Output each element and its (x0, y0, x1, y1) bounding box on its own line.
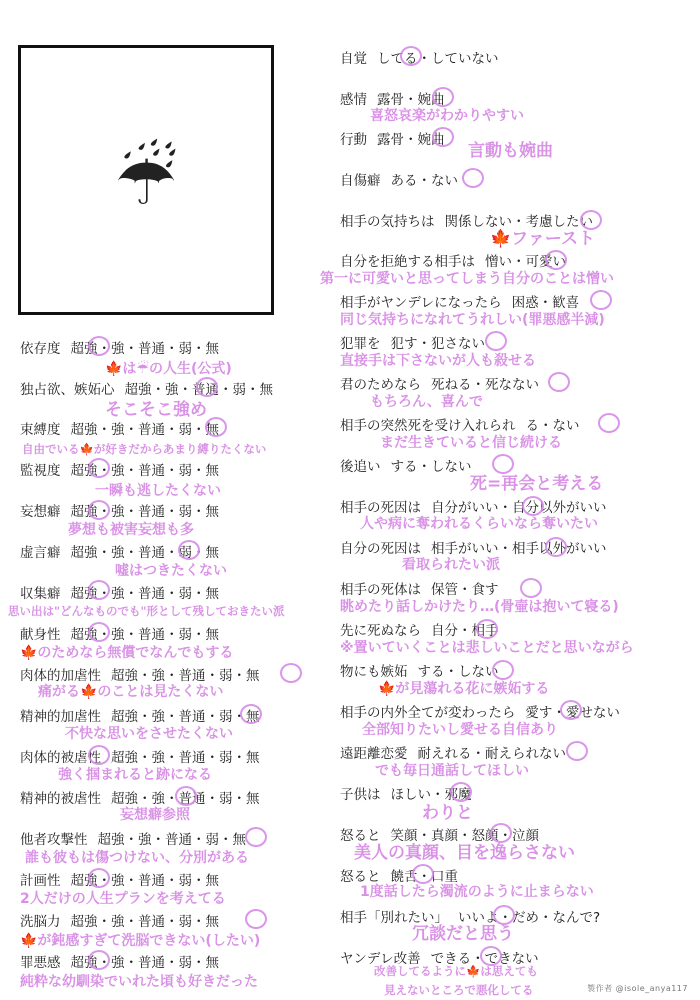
left-handwritten-note: 妄想癖参照 (120, 807, 190, 823)
right-row-options: いいよ・だめ・なんで? (458, 910, 601, 926)
right-row-label: 自覚 (340, 51, 367, 67)
left-handwritten-note: 夢想も被害妄想も多 (68, 522, 194, 538)
left-row-label: 妄想癖 (20, 504, 61, 520)
selection-circle-mark (485, 331, 507, 351)
left-row-options: 超強・強・普通・弱・無 (70, 586, 219, 602)
left-row (20, 913, 219, 931)
left-row-label: 精神的加虐性 (20, 709, 101, 725)
selection-circle-mark (88, 580, 110, 600)
right-row-label: 相手の突然死を受け入れられ (340, 418, 516, 434)
right-row (340, 131, 445, 149)
left-row (20, 462, 219, 480)
left-handwritten-note: 誰も彼もは傷つけない、分別がある (25, 850, 249, 866)
left-row (20, 381, 273, 399)
right-handwritten-note: 1度話したら濁流のように止まらない (360, 884, 594, 900)
right-row-options: 自分・相手 (431, 623, 499, 639)
right-handwritten-note: まだ生きていると信じ続ける (380, 435, 562, 451)
left-row-options: 超強・強・普通・弱・無 (70, 914, 219, 930)
left-row (20, 831, 246, 849)
left-handwritten-note: 思い出は"どんなものでも"形として残しておきたい派 (8, 604, 285, 618)
right-row-label: 相手の内外全てが変わったら (340, 705, 516, 721)
left-row-options: 超強・強・普通・弱・無 (97, 832, 246, 848)
left-handwritten-note: 痛がる🍁のことは見たくない (38, 684, 224, 700)
selection-circle-mark (88, 458, 110, 478)
left-row (20, 708, 260, 726)
right-handwritten-note: 美人の真顔、目を逸らさない (354, 843, 575, 863)
left-row-options: 超強・強・普通・弱・無 (70, 422, 219, 438)
right-handwritten-note: 喜怒哀楽がわかりやすい (370, 108, 524, 124)
selection-circle-mark (545, 250, 567, 270)
right-row-label: 相手の気持ちは (340, 214, 435, 230)
selection-circle-mark (88, 336, 110, 356)
left-row-options: 超強・強・普通・弱・無 (111, 709, 260, 725)
selection-circle-mark (520, 578, 542, 598)
right-handwritten-note: 言動も婉曲 (468, 141, 553, 161)
selection-circle-mark (548, 372, 570, 392)
left-row (20, 954, 219, 972)
right-handwritten-note: 直接手は下さないが人も殺せる (340, 353, 536, 369)
selection-circle-mark (88, 950, 110, 970)
selection-circle-mark (412, 864, 434, 884)
right-row (340, 253, 566, 271)
left-handwritten-note: 自由でいる🍁が好きだからあまり縛りたくない (22, 442, 267, 456)
selection-circle-mark (522, 496, 544, 516)
left-handwritten-note: 🍁は☔の人生(公式) (105, 361, 232, 377)
selection-circle-mark (560, 700, 582, 720)
right-row-label: 自分の死因は (340, 541, 421, 557)
left-row-options: 超強・強・普通・弱・無 (111, 668, 260, 684)
right-handwritten-note: 🍁ファースト (490, 229, 595, 249)
right-row-options: してる・していない (377, 51, 499, 67)
selection-circle-mark (598, 413, 620, 433)
right-handwritten-note: 全部知りたいし愛せる自信あり (362, 722, 558, 738)
selection-circle-mark (490, 823, 512, 843)
right-handwritten-note: 改善してるように🍁は思えても (374, 964, 538, 978)
left-row (20, 626, 219, 644)
selection-circle-mark (280, 663, 302, 683)
left-row (20, 872, 219, 890)
left-row-label: 洗脳力 (20, 914, 61, 930)
right-row-label: 先に死ぬなら (340, 623, 421, 639)
right-handwritten-note: 死=再会と考える (470, 474, 604, 494)
right-row-label: 怒ると (340, 828, 381, 844)
selection-circle-mark (493, 905, 515, 925)
selection-circle-mark (476, 619, 498, 639)
right-row (340, 91, 445, 109)
right-handwritten-note: 第一に可愛いと思ってしまう自分のことは憎い (320, 271, 614, 287)
icon-frame (18, 45, 274, 315)
right-handwritten-note: 看取られたい派 (402, 557, 500, 573)
left-row-options: 超強・強・普通・弱・無 (70, 504, 219, 520)
left-handwritten-note: 嘘はつきたくない (115, 563, 227, 579)
right-row (340, 663, 499, 681)
left-handwritten-note: 🍁が鈍感すぎて洗脳できない(したい) (20, 933, 261, 949)
right-handwritten-note: わりと (422, 803, 473, 823)
left-handwritten-note: 不快な思いをさせたくない (65, 726, 233, 742)
left-row-options: 超強・強・普通・弱・無 (111, 791, 260, 807)
left-handwritten-note: 純粋な幼馴染でいれた頃も好きだった (20, 974, 258, 990)
selection-circle-mark (462, 168, 484, 188)
right-row-options: 憎い・可愛い (485, 254, 566, 270)
left-row-options: 超強・強・普通・弱・無 (70, 873, 219, 889)
right-row (340, 294, 579, 312)
right-row-options: 露骨・婉曲 (377, 92, 445, 108)
right-handwritten-note: 🍁が見蕩れる花に嫉妬する (378, 681, 550, 697)
left-row-label: 罪悪感 (20, 955, 61, 971)
left-row (20, 503, 219, 521)
right-row-label: 怒ると (340, 869, 381, 885)
right-row-label: 子供は (340, 787, 381, 803)
selection-circle-mark (480, 946, 502, 966)
right-row (340, 376, 539, 394)
right-row-options: 露骨・婉曲 (377, 132, 445, 148)
right-row-options: できる・できない (430, 951, 539, 967)
right-row (340, 745, 566, 763)
left-row-label: 献身性 (20, 627, 61, 643)
selection-circle-mark (245, 909, 267, 929)
right-row-label: 自分を拒絶する相手は (340, 254, 475, 270)
left-row-label: 精神的被虐性 (20, 791, 101, 807)
selection-circle-mark (88, 622, 110, 642)
left-row-label: 肉体的加虐性 (20, 668, 101, 684)
selection-circle-mark (492, 454, 514, 474)
left-row-options: 超強・強・普通・弱・無 (70, 463, 219, 479)
right-row (340, 335, 485, 353)
right-row-label: 相手の死体は (340, 582, 421, 598)
left-row-options: 超強・強・普通・弱・無 (70, 341, 219, 357)
right-handwritten-note: 冗談だと思う (412, 924, 514, 944)
left-row-options: 超強・強・普通・弱・無 (111, 750, 260, 766)
right-row-label: 自傷癖 (340, 173, 381, 189)
right-handwritten-note: 見えないところで悪化してる (384, 983, 534, 997)
right-row-label: 相手「別れたい」 (340, 910, 448, 926)
right-row (340, 581, 499, 599)
selection-circle-mark (432, 127, 454, 147)
left-row-label: 虚言癖 (20, 545, 61, 561)
left-row-label: 肉体的被虐性 (20, 750, 101, 766)
selection-circle-mark (88, 500, 110, 520)
left-row-label: 独占欲、嫉妬心 (20, 382, 115, 398)
right-row-options: 自分がいい・自分以外がいい (431, 500, 607, 516)
right-row-options: 相手がいい・相手以外がいい (431, 541, 607, 557)
left-row-label: 束縛度 (20, 422, 61, 438)
right-row-label: 後追い (340, 459, 381, 475)
right-row-label: 遠距離恋愛 (340, 746, 408, 762)
selection-circle-mark (432, 87, 454, 107)
right-row-options: ほしい・邪魔 (390, 787, 472, 803)
right-row-options: る・ない (525, 418, 580, 434)
selection-circle-mark (566, 741, 588, 761)
right-handwritten-note: ※置いていくことは悲しいことだと思いながら (340, 640, 634, 656)
left-handwritten-note: 一瞬も逃したくない (95, 483, 221, 499)
left-row (20, 421, 219, 439)
right-row (340, 417, 580, 435)
right-row-options: 困惑・歓喜 (511, 295, 580, 311)
right-row-options: 関係しない・考慮したい (444, 214, 593, 230)
right-row-options: する・しない (417, 664, 499, 680)
left-row-label: 計画性 (20, 873, 61, 889)
selection-circle-mark (205, 417, 227, 437)
left-row-label: 監視度 (20, 463, 61, 479)
selection-circle-mark (545, 537, 567, 557)
left-row-label: 依存度 (20, 341, 61, 357)
right-row (340, 622, 499, 640)
left-handwritten-note: 2人だけの人生プランを考えてる (20, 891, 226, 907)
right-row (340, 499, 607, 517)
left-row (20, 749, 260, 767)
selection-circle-mark (196, 377, 218, 397)
selection-circle-mark (88, 868, 110, 888)
left-handwritten-note: 🍁のためなら無償でなんでもする (20, 645, 234, 661)
left-row (20, 790, 260, 808)
right-row-label: 物にも嫉妬 (340, 664, 408, 680)
selection-circle-mark (400, 46, 422, 66)
right-row (340, 172, 458, 190)
left-row-label: 他者攻撃性 (20, 832, 88, 848)
right-row-options: 犯す・犯さない (390, 336, 485, 352)
selection-circle-mark (590, 290, 612, 310)
right-row (340, 458, 472, 476)
left-row (20, 667, 260, 685)
right-handwritten-note: でも毎日通話してほしい (375, 763, 529, 779)
right-row-label: ヤンデレ改善 (340, 951, 421, 967)
right-row-label: 感情 (340, 92, 367, 108)
left-row-options: 超強・強・普通・弱・無 (70, 545, 219, 561)
left-row (20, 585, 219, 603)
right-row-label: 相手がヤンデレになったら (340, 295, 502, 311)
right-handwritten-note: 眺めたり話しかけたり…(骨壷は抱いて寝る) (340, 599, 619, 615)
right-row-label: 行動 (340, 132, 367, 148)
right-row-options: 保管・食す (431, 582, 499, 598)
right-row-options: 饒舌・口重 (390, 869, 458, 885)
left-row-options: 超強・強・普通・弱・無 (124, 382, 273, 398)
right-row-label: 相手の死因は (340, 500, 421, 516)
umbrella-with-rain-drops-icon: ☔ (114, 139, 178, 221)
right-row-options: 死ねる・死なない (431, 377, 539, 393)
right-row-options: する・しない (390, 459, 472, 475)
left-row-options: 超強・強・普通・弱・無 (70, 627, 219, 643)
right-row-options: 笑顔・真顔・怒顔・泣顔 (390, 828, 539, 844)
right-row-label: 君のためなら (340, 377, 421, 393)
right-row-options: ある・ない (390, 173, 458, 189)
right-handwritten-note: 人や病に奪われるくらいなら奪いたい (360, 516, 598, 532)
credit: 製作者 @isole_anya117 (587, 984, 688, 993)
selection-circle-mark (580, 210, 602, 230)
selection-circle-mark (88, 745, 110, 765)
right-row-options: 愛す・愛せない (525, 705, 620, 721)
selection-circle-mark (178, 540, 200, 560)
left-row-options: 超強・強・普通・弱・無 (70, 955, 219, 971)
selection-circle-mark (450, 782, 472, 802)
selection-circle-mark (492, 660, 514, 680)
right-handwritten-note: 同じ気持ちになれてうれしい(罪悪感半減) (340, 312, 605, 328)
selection-circle-mark (175, 786, 197, 806)
right-row-options: 耐えれる・耐えられない (417, 746, 566, 762)
left-handwritten-note: 強く掴まれると跡になる (58, 767, 212, 783)
left-row (20, 340, 219, 358)
left-handwritten-note: そこそこ強め (105, 400, 207, 420)
selection-circle-mark (245, 827, 267, 847)
left-row-label: 収集癖 (20, 586, 61, 602)
right-row-label: 犯罪を (340, 336, 381, 352)
selection-circle-mark (240, 704, 262, 724)
right-handwritten-note: もちろん、喜んで (370, 394, 483, 410)
